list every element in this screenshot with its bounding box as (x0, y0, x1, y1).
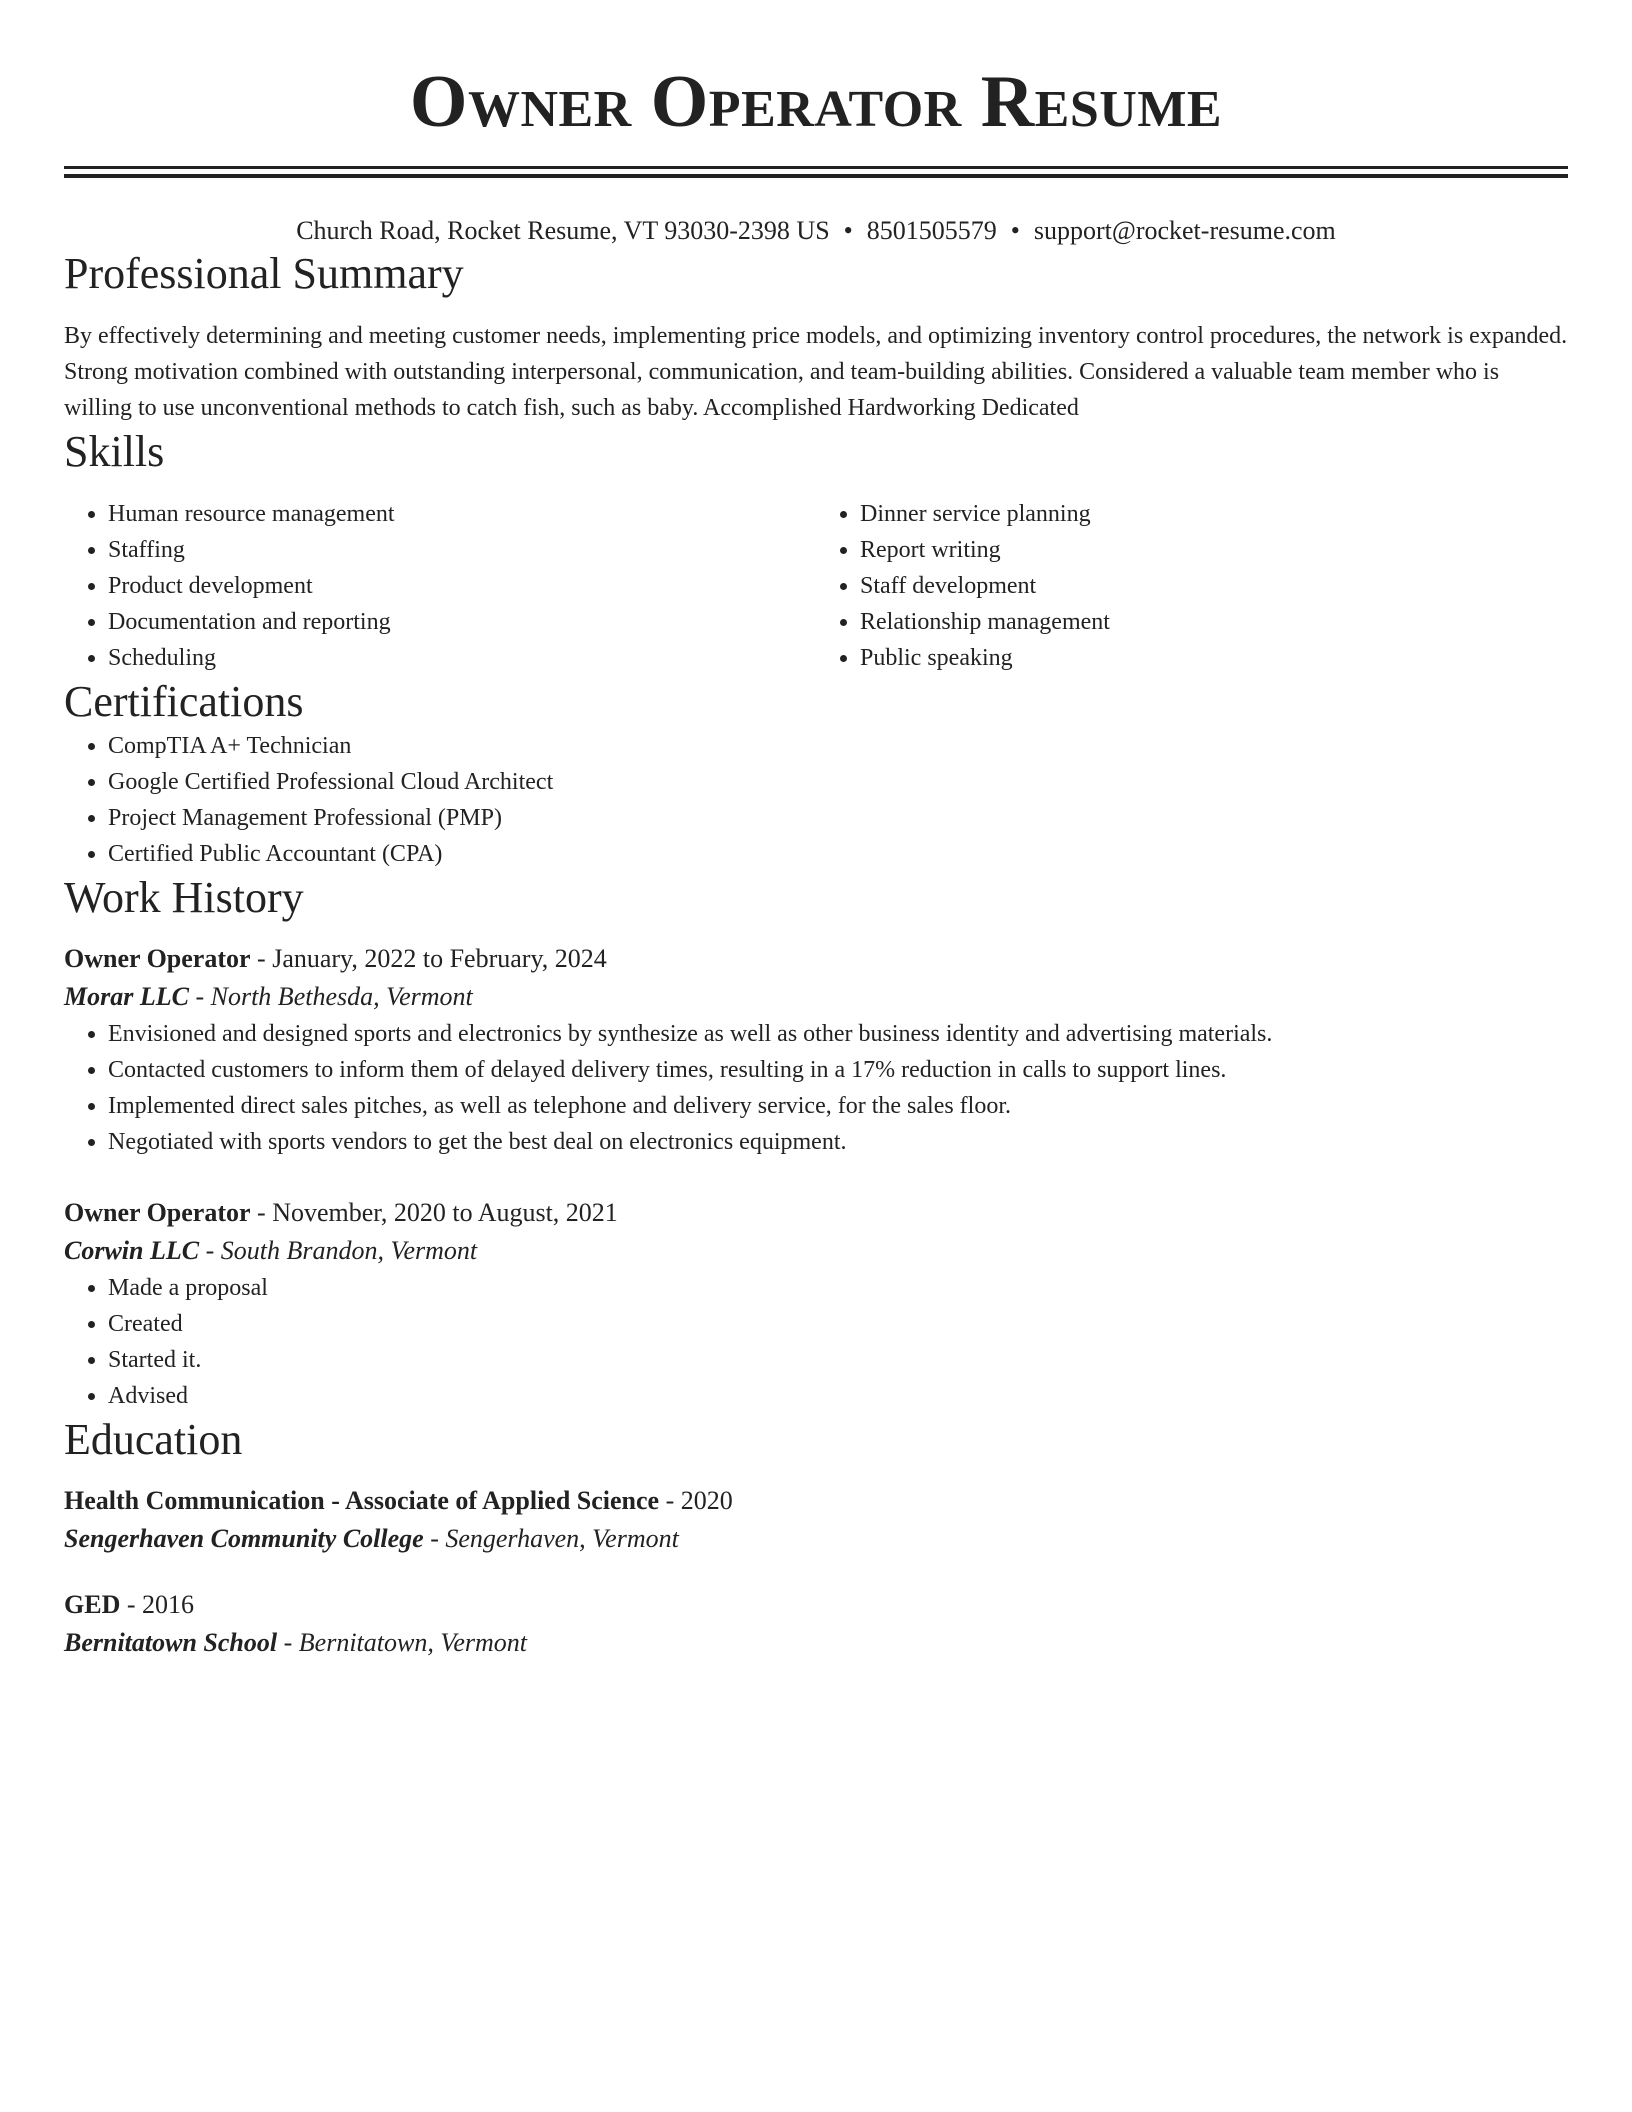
education-degree: GED (64, 1590, 121, 1619)
education-degree: Health Communication - Associate of Applied Science (64, 1486, 660, 1515)
job-duty: • Envisioned and designed sports and electronics by synthesize as well as other business identity and advertising materials. (108, 1016, 1568, 1052)
summary-text: By effectively determining and meeting customer needs, implementing price models, and optimizing inventory control procedures, the network is expanded. Strong motivation combined with outstanding interpersonal, communication, and team-building abilities. Considered a valuable team member who is willing to use unconventional methods to catch fish, such as baby. Accomplished Hardworking Dedicated (64, 323, 1568, 421)
education-location: - Sengerhaven, Vermont (423, 1524, 679, 1553)
contact-separator: • (843, 216, 853, 245)
job-dates: - November, 2020 to August, 2021 (250, 1198, 618, 1227)
education-degree-line (64, 1586, 1568, 1624)
resume-title: Owner Operator Resume (409, 61, 1223, 143)
title-divider (64, 166, 1568, 178)
contact-address: Church Road, Rocket Resume, VT 93030-2398 US (296, 216, 830, 245)
skills-list-right (816, 496, 1568, 676)
education-degree-line (64, 1482, 1568, 1520)
education-school: Sengerhaven Community College (64, 1524, 424, 1553)
contact-line (64, 214, 1568, 248)
skill-item: • Report writing (860, 532, 1568, 568)
skill-item: • Staff development (860, 568, 1568, 604)
job-entry (64, 1194, 1568, 1414)
job-entry (64, 940, 1568, 1160)
skill-item: • Public speaking (860, 640, 1568, 676)
skill-item: • Scheduling (108, 640, 816, 676)
education-school: Bernitatown School (64, 1628, 278, 1657)
contact-separator: • (1010, 216, 1020, 245)
skill-item: • Dinner service planning (860, 496, 1568, 532)
skills-list-left (64, 496, 816, 676)
education-entry (64, 1586, 1568, 1662)
contact-email: support@rocket-resume.com (1033, 216, 1336, 245)
education-year: - 2016 (120, 1590, 195, 1619)
job-duty: • Negotiated with sports vendors to get the best deal on electronics equipment. (108, 1124, 1568, 1160)
job-duty: • Started it. (108, 1342, 1568, 1378)
summary-heading: Professional Summary (64, 249, 464, 298)
skill-item: • Human resource management (108, 496, 816, 532)
skill-item: • Relationship management (860, 604, 1568, 640)
education-school-line (64, 1520, 1568, 1558)
skills-grid (64, 496, 1568, 676)
job-location: - South Brandon, Vermont (199, 1236, 478, 1265)
certification-item: • Google Certified Professional Cloud Architect (108, 764, 1568, 800)
job-duty: • Implemented direct sales pitches, as well as telephone and delivery service, for the sales floor. (108, 1088, 1568, 1124)
certifications-list (64, 728, 1568, 872)
job-title: Owner Operator (64, 1198, 251, 1227)
certification-item: • Project Management Professional (PMP) (108, 800, 1568, 836)
job-duty: • Contacted customers to inform them of delayed delivery times, resulting in a 17% reduction in calls to support lines. (108, 1052, 1568, 1088)
job-duty: • Advised (108, 1378, 1568, 1414)
job-company-line (64, 978, 1568, 1016)
education-entry (64, 1482, 1568, 1558)
job-company: Morar LLC (64, 982, 189, 1011)
education-year: - 2020 (659, 1486, 733, 1515)
education-location: - Bernitatown, Vermont (277, 1628, 527, 1657)
job-duty: • Created (108, 1306, 1568, 1342)
job-duties-list (64, 1270, 1568, 1414)
job-duties-list (64, 1016, 1568, 1160)
work-history-heading: Work History (64, 873, 304, 922)
education-heading: Education (64, 1415, 243, 1464)
skill-item: • Product development (108, 568, 816, 604)
skill-item: • Documentation and reporting (108, 604, 816, 640)
skill-item: • Staffing (108, 532, 816, 568)
job-dates: - January, 2022 to February, 2024 (250, 944, 607, 973)
job-company-line (64, 1232, 1568, 1270)
job-header (64, 940, 1568, 978)
skills-heading: Skills (64, 427, 165, 476)
certification-item: • CompTIA A+ Technician (108, 728, 1568, 764)
certification-item: • Certified Public Accountant (CPA) (108, 836, 1568, 872)
certifications-heading: Certifications (64, 677, 304, 726)
job-duty: • Made a proposal (108, 1270, 1568, 1306)
job-location: - North Bethesda, Vermont (188, 982, 473, 1011)
job-company: Corwin LLC (64, 1236, 200, 1265)
education-school-line (64, 1624, 1568, 1662)
job-header (64, 1194, 1568, 1232)
contact-phone: 8501505579 (866, 216, 997, 245)
job-title: Owner Operator (64, 944, 251, 973)
